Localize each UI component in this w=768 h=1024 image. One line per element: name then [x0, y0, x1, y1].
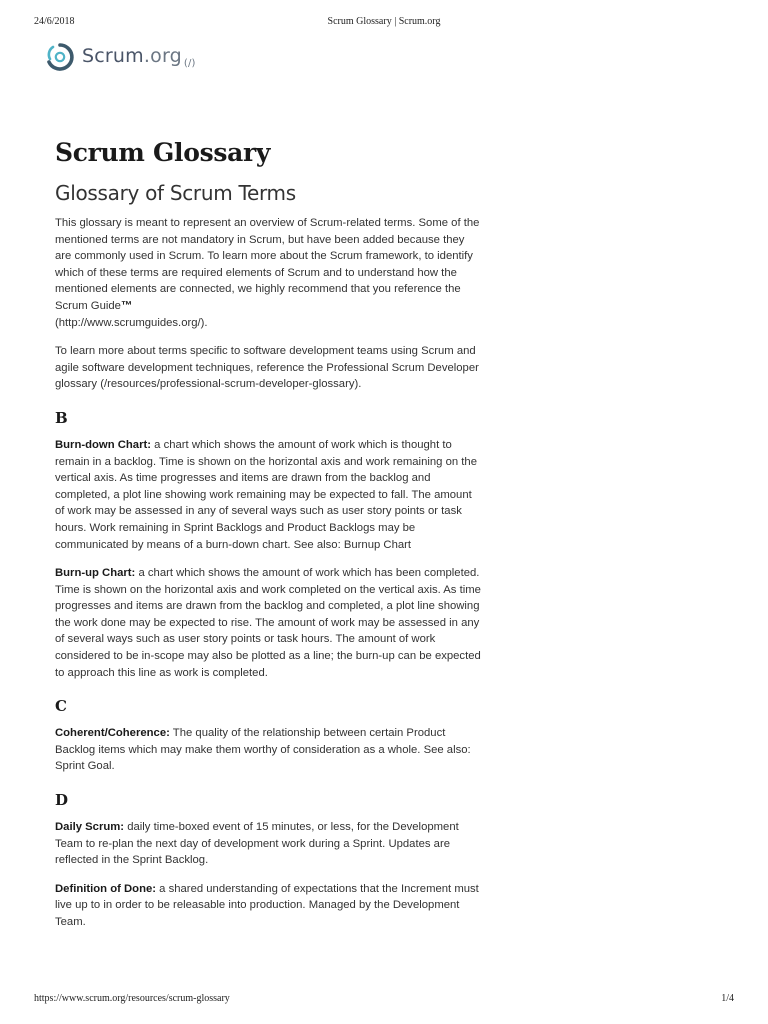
page-subtitle: Glossary of Scrum Terms	[55, 181, 296, 205]
glossary-content	[55, 138, 481, 943]
print-page-title: Scrum Glossary | Scrum.org	[327, 16, 441, 27]
intro-text: This glossary is meant to represent an overview of Scrum-related terms. Some of the mentioned terms are not mandatory in Scrum, but have been added because they are commonly used in Scrum. To learn more about the Scrum framework, to identify which of these terms are required elements of Scrum and to understand how the mentioned elements are connected, we highly recommend that you reference the Scrum Guide	[55, 217, 480, 312]
logo-wordmark	[82, 45, 196, 69]
term-definition: a shared understanding of expectations that the Increment must live up to in order to be releasable into production. Managed by the Development Team.	[55, 882, 479, 928]
glossary-entry-burn-up-chart	[55, 565, 481, 681]
logo-domain: .org	[143, 45, 182, 67]
psd-glossary-paragraph: To learn more about terms specific to software development teams using Scrum and agile software development techniques, reference the Professional Scrum Developer glossary (/resources/professional-scrum-developer-glossary).	[55, 345, 479, 391]
term-label: Definition of Done:	[55, 882, 157, 895]
logo-brand: Scrum	[82, 45, 144, 67]
page-number: 1/4	[721, 993, 734, 1004]
term-label: Burn-down Chart:	[55, 438, 152, 451]
scrum-org-logo-link[interactable]	[44, 42, 196, 72]
term-definition: a chart which shows the amount of work which has been completed. Time is shown on the horizontal axis and work completed on the vertical axis. As time progresses and items are drawn from the backlog and completed, a plot line showing the work done may be expected to rise. The amount of work may be assessed in any of several ways such as user story points or task hours. The amount of work considered to be in-scope may also be plotted as a line; the burn-up can be expected to approach this line as work is completed.	[55, 567, 481, 679]
print-date: 24/6/2018	[34, 16, 75, 27]
term-label: Coherent/Coherence:	[55, 727, 170, 740]
term-label: Daily Scrum:	[55, 821, 125, 834]
section-letter-d: D	[55, 791, 69, 810]
glossary-entry-daily-scrum	[55, 819, 481, 869]
scrum-org-logo-icon	[44, 42, 76, 72]
intro-paragraph	[55, 215, 481, 331]
glossary-entry-coherence	[55, 725, 481, 775]
logo-link-text: (/)	[183, 58, 196, 69]
term-definition: The quality of the relationship between certain Product Backlog items which may make them worthy of consideration as a whole. See also: Sprint Goal.	[55, 727, 471, 773]
section-letter-b: B	[55, 408, 68, 427]
section-letter-c: C	[55, 697, 67, 716]
print-url: https://www.scrum.org/resources/scrum-glossary	[34, 993, 230, 1004]
glossary-entry-burn-down-chart	[55, 437, 481, 553]
term-definition: a chart which shows the amount of work which is thought to remain in a backlog. Time is shown on the horizontal axis and work remaining on the vertical axis. As time progresses and items are drawn from the backlog and completed, a plot line showing work remaining may be expected to fall. The amount of work may be assessed in any of several ways such as user story points or task hours. Work remaining in Sprint Backlogs and Product Backlogs may be communicated by means of a burn-down chart. See also: Burnup Chart	[55, 438, 477, 551]
term-label: Burn-up Chart:	[55, 567, 136, 580]
scrum-guide-link[interactable]: (http://www.scrumguides.org/).	[55, 316, 208, 329]
page-title: Scrum Glossary	[55, 138, 271, 167]
term-definition: daily time-boxed event of 15 minutes, or less, for the Development Team to re-plan the next day of development work during a Sprint. Updates are reflected in the Sprint Backlog.	[55, 821, 459, 867]
trademark-symbol: ™	[120, 299, 133, 312]
glossary-entry-definition-of-done	[55, 881, 481, 931]
